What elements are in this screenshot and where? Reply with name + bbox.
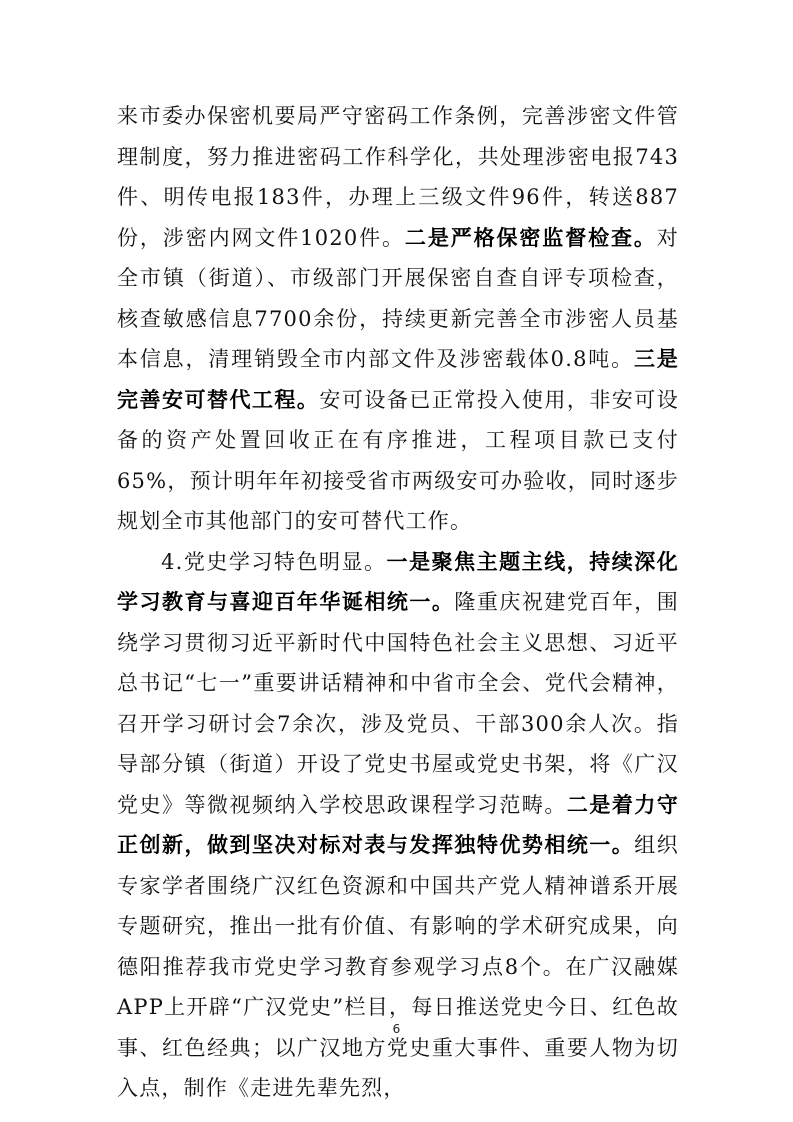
paragraph-2-segment-1: 4.党史学习特色明显。: [161, 549, 387, 574]
paragraph-1-segment-1: 来市委办保密机要局严守密码工作条例，完善涉密文件管理制度，努力推进密码工作科学化，共处理涉密电报743件、明传电报183件，办理上三级文件96件，转送887份，涉密内网文件1020件。: [117, 104, 679, 250]
paragraph-1: [117, 96, 679, 542]
paragraph-2-heading-1: 一是聚焦主题主线，持续深化学习教育与喜迎百年华诞相统一。: [117, 548, 679, 614]
paragraph-1-heading-3: 三是完善安可替代工程。: [117, 346, 679, 412]
page-number: 6: [392, 1022, 401, 1036]
paragraph-1-heading-2: 二是严格保密监督检查。: [404, 224, 657, 250]
paragraph-2-heading-2: 二是着力守正创新，做到坚决对标对表与发挥独特优势相统一。: [117, 791, 680, 857]
paragraph-2-segment-5: 组织专家学者围绕广汉红色资源和中国共产党人精神谱系开展专题研究，推出一批有价值、有影响的学术研究成果，向德阳推荐我市党史学习教育参观学习点8个。在广汉融媒APP上开辟“广汉党史”栏目，每日推送党史今日、红色故事、红色经典；以广汉地方党史重大事件、重要人物为切入点，制作《走进先辈先烈，: [117, 833, 679, 1100]
paragraph-1-segment-5: 安可设备已正常投入使用，非安可设备的资产处置回收正在有序推进，工程项目款已支付65%，预计明年年初接受省市两级安可办验收，同时逐步规划全市其他部门的安可替代工作。: [117, 387, 679, 533]
paragraph-1-segment-3: 对全市镇（街道）、市级部门开展保密自查自评专项检查，核查敏感信息7700余份，持续更新完善全市涉密人员基本信息，清理销毁全市内部文件及涉密载体0.8吨。: [117, 225, 679, 371]
paragraph-2-segment-3: 隆重庆祝建党百年，围绕学习贯彻习近平新时代中国特色社会主义思想、习近平总书记“七一”重要讲话精神和中省市全会、党代会精神，召开学习研讨会7余次，涉及党员、干部300余人次。指导部分镇（街道）开设了党史书屋或党史书架，将《广汉党史》等微视频纳入学校思政课程学习范畴。: [117, 590, 679, 817]
body-text: [117, 96, 679, 1109]
